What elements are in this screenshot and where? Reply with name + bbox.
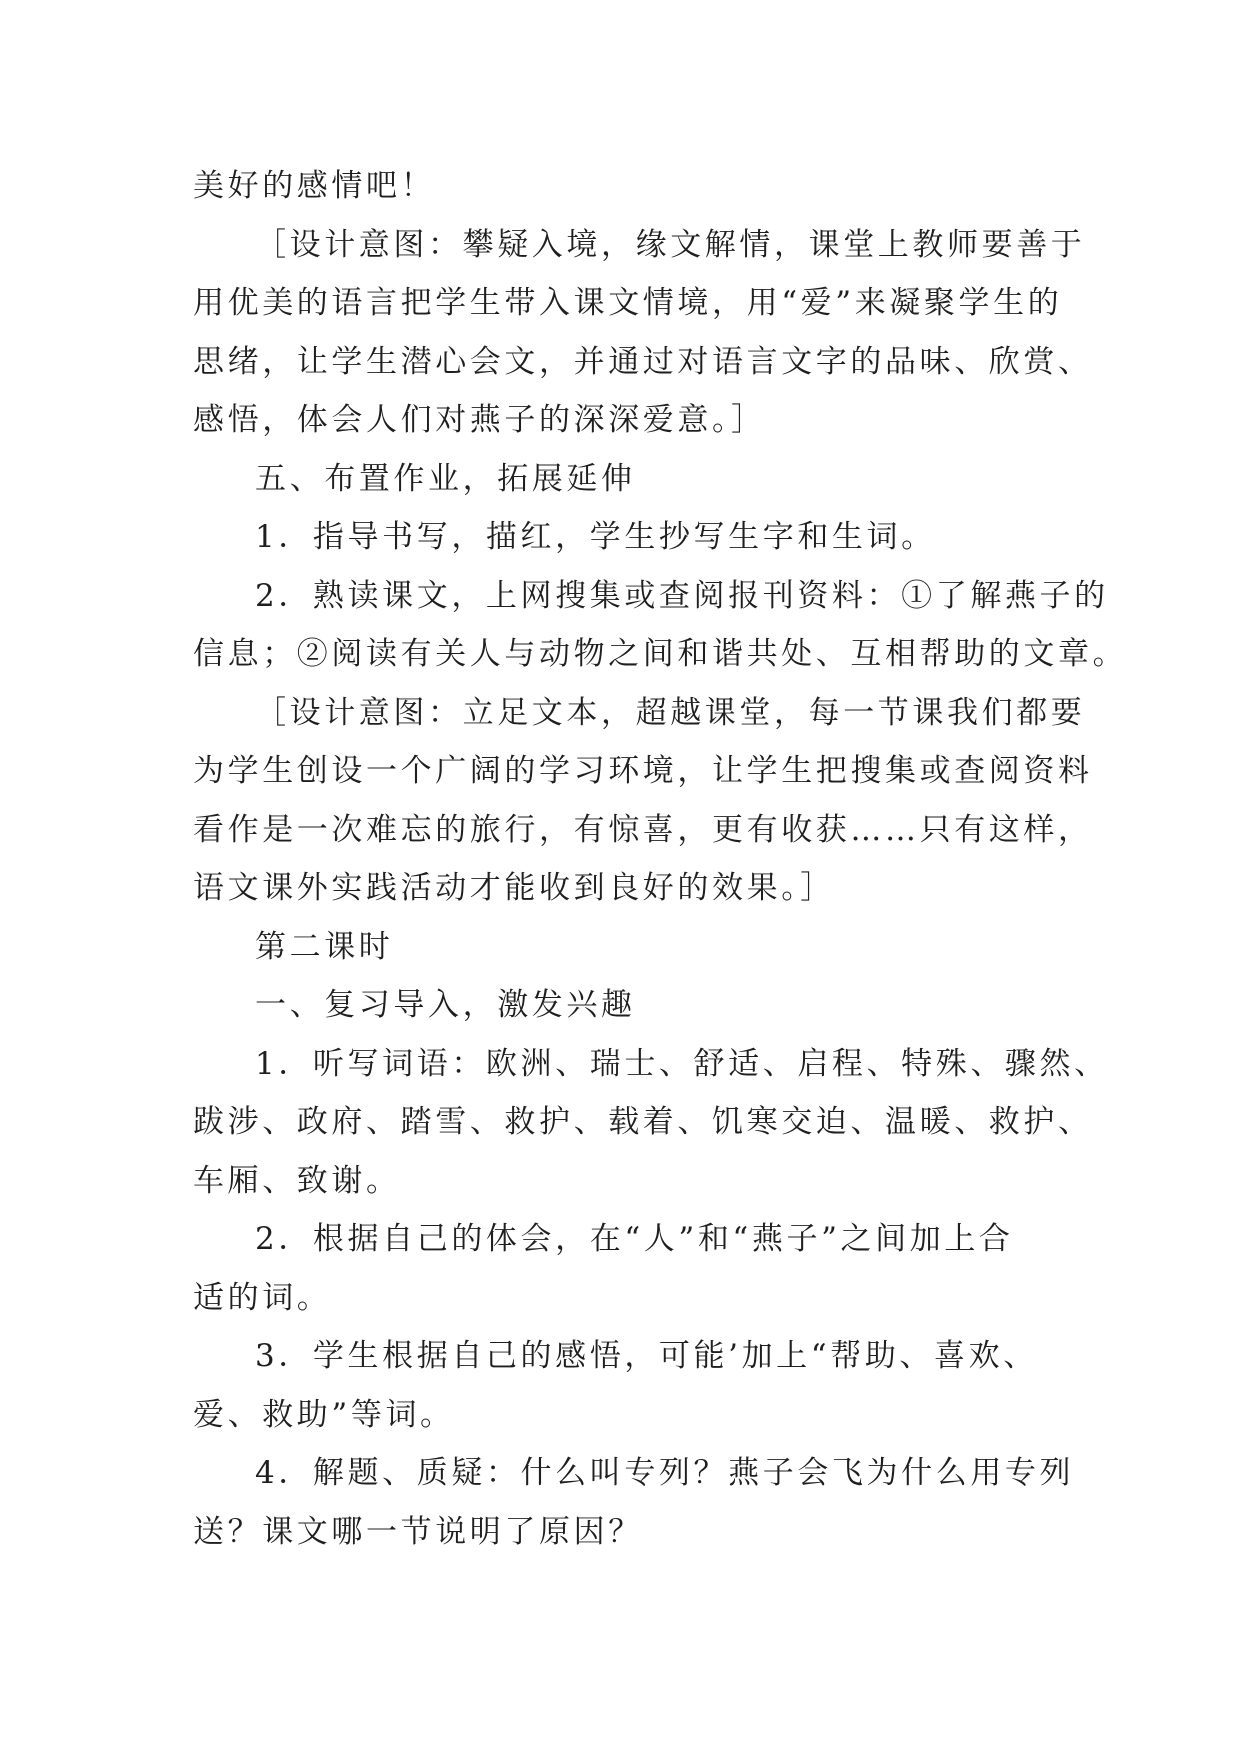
section-heading: 五、布置作业，拓展延伸 xyxy=(255,460,636,497)
design-intent-paragraph-line: ［设计意图：攀疑入境，缘文解情，课堂上教师要善于 xyxy=(255,226,1086,263)
lesson-heading: 第二课时 xyxy=(255,928,394,965)
text-line: 送？课文哪一节说明了原因？ xyxy=(193,1513,643,1550)
text-line: 为学生创设一个广阔的学习环境，让学生把搜集或查阅资料 xyxy=(193,753,1093,789)
text-line: 思绪，让学生潜心会文，并通过对语言文字的品味、欣赏、 xyxy=(193,343,1093,380)
text-line: 用优美的语言把学生带入课文情境，用“爱”来凝聚学生的 xyxy=(193,285,1063,321)
text-line: 适的词。 xyxy=(193,1279,332,1316)
text-line: 看作是一次难忘的旅行，有惊喜，更有收获……只有这样， xyxy=(193,811,1093,848)
text-line: 美好的感情吧！ xyxy=(193,168,436,204)
list-item: 1．指导书写，描红，学生抄写生字和生词。 xyxy=(255,519,936,555)
list-item: 1．听写词语：欧洲、瑞士、舒适、启程、特殊、骤然、 xyxy=(255,1045,1109,1082)
list-item: 2．熟读课文，上网搜集或查阅报刊资料：①了解燕子的 xyxy=(255,577,1109,614)
list-item: 2．根据自己的体会，在“人”和“燕子”之间加上合 xyxy=(255,1221,1014,1257)
list-item: 4．解题、质疑：什么叫专列？燕子会飞为什么用专列 xyxy=(255,1455,1075,1491)
text-line: 感悟，体会人们对燕子的深深爱意。］ xyxy=(193,402,766,438)
text-line: 语文课外实践活动才能收到良好的效果。］ xyxy=(193,870,835,906)
text-line: 车厢、致谢。 xyxy=(193,1162,401,1199)
list-item: 3．学生根据自己的感悟，可能’加上“帮助、喜欢、 xyxy=(255,1338,1038,1374)
text-line: 信息；②阅读有关人与动物之间和谐共处、互相帮助的文章。 xyxy=(193,636,1128,672)
text-line: 爱、救助”等词。 xyxy=(193,1396,455,1433)
section-heading: 一、复习导入，激发兴趣 xyxy=(255,987,636,1023)
text-line: 跋涉、政府、踏雪、救护、载着、饥寒交迫、温暖、救护、 xyxy=(193,1104,1093,1140)
design-intent-paragraph-line: ［设计意图：立足文本，超越课堂，每一节课我们都要 xyxy=(255,694,1086,731)
document-body xyxy=(193,157,1128,1561)
